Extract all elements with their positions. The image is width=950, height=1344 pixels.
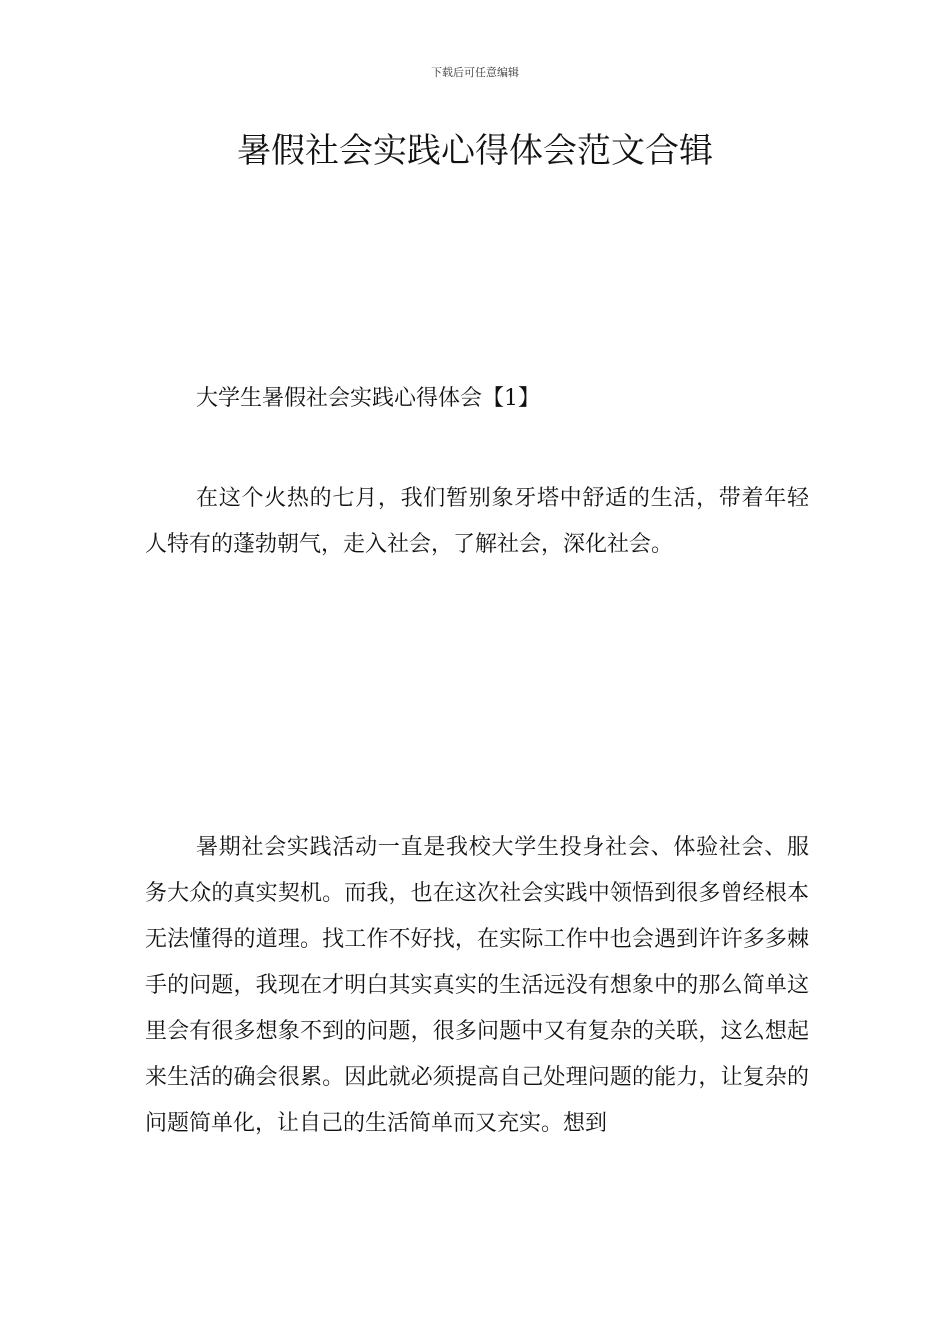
section-heading: 大学生暑假社会实践心得体会【1】 <box>196 386 540 411</box>
document-title: 暑假社会实践心得体会范文合辑 <box>237 131 713 171</box>
header-note: 下载后可任意编辑 <box>431 66 519 79</box>
paragraph-2: 暑期社会实践活动一直是我校大学生投身社会、体验社会、服务大众的真实契机。而我，也在这次社会实践中领悟到很多曾经根本无法懂得的道理。找工作不好找，在实际工作中也会遇到许许多多棘手的问题，我现在才明白其实真实的生活远没有想象中的那么简单这里会有很多想象不到的问题，很多问题中又有复杂的关联，这么想起来生活的确会很累。因此就必须提高自己处理问题的能力，让复杂的问题简单化，让自己的生活简单而又充实。想到 <box>145 835 809 1136</box>
paragraph-1: 在这个火热的七月，我们暂别象牙塔中舒适的生活，带着年轻人特有的蓬勃朝气，走入社会，了解社会，深化社会。 <box>145 486 809 557</box>
